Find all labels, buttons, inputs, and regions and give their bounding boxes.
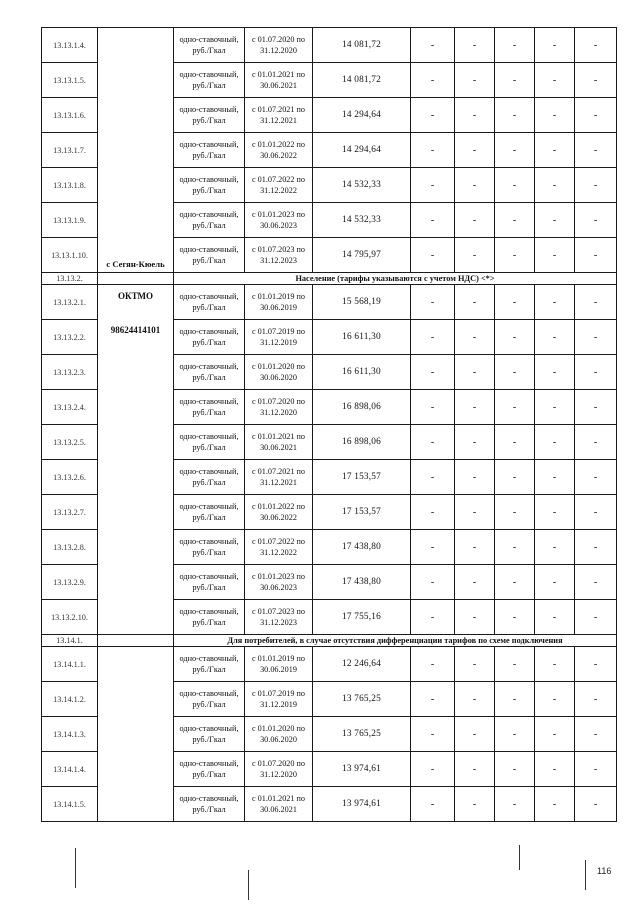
blank-cell: [98, 635, 174, 647]
tariff-value: 16 611,30: [313, 355, 411, 390]
tariff-value: 14 795,97: [313, 238, 411, 273]
empty-value-cell: -: [575, 682, 617, 717]
empty-value-cell: -: [575, 63, 617, 98]
empty-value-cell: -: [495, 787, 535, 822]
empty-value-cell: -: [495, 168, 535, 203]
tariff-value: 13 974,61: [313, 787, 411, 822]
tariff-period: с 01.01.2020 по 30.06.2020: [245, 355, 313, 390]
tariff-type: одно-ставочный, руб./Гкал: [174, 460, 245, 495]
empty-value-cell: -: [535, 203, 575, 238]
empty-value-cell: -: [535, 238, 575, 273]
empty-value-cell: -: [495, 460, 535, 495]
tariff-type: одно-ставочный, руб./Гкал: [174, 203, 245, 238]
tariff-value: 14 532,33: [313, 168, 411, 203]
tariff-period: с 01.01.2023 по 30.06.2023: [245, 565, 313, 600]
tariff-period: с 01.01.2023 по 30.06.2023: [245, 203, 313, 238]
empty-value-cell: -: [495, 63, 535, 98]
tariff-period: с 01.07.2021 по 31.12.2021: [245, 460, 313, 495]
row-number: 13.13.2.1.: [42, 285, 98, 320]
empty-value-cell: -: [535, 320, 575, 355]
empty-value-cell: -: [575, 203, 617, 238]
empty-value-cell: -: [411, 320, 455, 355]
row-number: 13.14.1.4.: [42, 752, 98, 787]
tariff-type: одно-ставочный, руб./Гкал: [174, 238, 245, 273]
tariff-type: одно-ставочный, руб./Гкал: [174, 28, 245, 63]
empty-value-cell: -: [411, 98, 455, 133]
blank-group-cell: [98, 647, 174, 822]
tariff-period: с 01.07.2020 по 31.12.2020: [245, 28, 313, 63]
empty-value-cell: -: [411, 787, 455, 822]
empty-value-cell: -: [495, 425, 535, 460]
empty-value-cell: -: [535, 285, 575, 320]
row-number: 13.14.1.3.: [42, 717, 98, 752]
empty-value-cell: -: [411, 238, 455, 273]
empty-value-cell: -: [411, 717, 455, 752]
empty-value-cell: -: [455, 600, 495, 635]
empty-value-cell: -: [495, 28, 535, 63]
empty-value-cell: -: [495, 238, 535, 273]
section-number: 13.14.1.: [42, 635, 98, 647]
row-number: 13.13.2.4.: [42, 390, 98, 425]
empty-value-cell: -: [575, 752, 617, 787]
empty-value-cell: -: [575, 460, 617, 495]
row-number: 13.13.2.8.: [42, 530, 98, 565]
empty-value-cell: -: [495, 285, 535, 320]
empty-value-cell: -: [495, 600, 535, 635]
empty-value-cell: -: [535, 717, 575, 752]
empty-value-cell: -: [535, 682, 575, 717]
empty-value-cell: -: [411, 285, 455, 320]
empty-value-cell: -: [535, 787, 575, 822]
table-row: [42, 285, 617, 320]
tariff-period: с 01.07.2022 по 31.12.2022: [245, 168, 313, 203]
empty-value-cell: -: [535, 600, 575, 635]
empty-value-cell: -: [575, 600, 617, 635]
table-row: [42, 647, 617, 682]
tariff-type: одно-ставочный, руб./Гкал: [174, 168, 245, 203]
tariff-type: одно-ставочный, руб./Гкал: [174, 752, 245, 787]
row-number: 13.13.2.7.: [42, 495, 98, 530]
empty-value-cell: -: [411, 600, 455, 635]
tariff-table: [41, 27, 617, 822]
tariff-type: одно-ставочный, руб./Гкал: [174, 565, 245, 600]
oktmo-code: 98624414101: [110, 325, 161, 335]
tariff-value: 14 294,64: [313, 133, 411, 168]
tariff-value: 17 153,57: [313, 495, 411, 530]
empty-value-cell: -: [411, 390, 455, 425]
tariff-type: одно-ставочный, руб./Гкал: [174, 717, 245, 752]
tariff-period: с 01.01.2021 по 30.06.2021: [245, 787, 313, 822]
empty-value-cell: -: [535, 390, 575, 425]
row-number: 13.13.1.7.: [42, 133, 98, 168]
tariff-value: 13 765,25: [313, 717, 411, 752]
empty-value-cell: -: [411, 530, 455, 565]
empty-value-cell: -: [575, 238, 617, 273]
empty-value-cell: -: [455, 787, 495, 822]
section-header-row: [42, 635, 617, 647]
empty-value-cell: -: [575, 98, 617, 133]
empty-value-cell: -: [495, 98, 535, 133]
empty-value-cell: -: [535, 530, 575, 565]
tariff-period: с 01.07.2021 по 31.12.2021: [245, 98, 313, 133]
empty-value-cell: -: [411, 355, 455, 390]
tariff-value: 16 898,06: [313, 425, 411, 460]
tariff-type: одно-ставочный, руб./Гкал: [174, 425, 245, 460]
empty-value-cell: -: [455, 168, 495, 203]
tariff-value: 16 898,06: [313, 390, 411, 425]
empty-value-cell: -: [455, 238, 495, 273]
empty-value-cell: -: [575, 390, 617, 425]
empty-value-cell: -: [455, 682, 495, 717]
table-row: [42, 28, 617, 63]
empty-value-cell: -: [535, 168, 575, 203]
empty-value-cell: -: [575, 565, 617, 600]
settlement-cell: [98, 28, 174, 273]
tariff-type: одно-ставочный, руб./Гкал: [174, 787, 245, 822]
tariff-type: одно-ставочный, руб./Гкал: [174, 495, 245, 530]
empty-value-cell: -: [411, 495, 455, 530]
empty-value-cell: -: [535, 460, 575, 495]
row-number: 13.13.1.8.: [42, 168, 98, 203]
tariff-period: с 01.07.2020 по 31.12.2020: [245, 752, 313, 787]
row-number: 13.14.1.5.: [42, 787, 98, 822]
tariff-value: 17 755,16: [313, 600, 411, 635]
settlement-name: с Сегян-Кюель: [106, 259, 165, 269]
empty-value-cell: -: [575, 495, 617, 530]
empty-value-cell: -: [455, 565, 495, 600]
empty-value-cell: -: [495, 203, 535, 238]
empty-value-cell: -: [535, 495, 575, 530]
scan-mark: [519, 845, 520, 870]
row-number: 13.13.1.9.: [42, 203, 98, 238]
tariff-value: 14 294,64: [313, 98, 411, 133]
empty-value-cell: -: [455, 752, 495, 787]
blank-cell: [98, 273, 174, 285]
empty-value-cell: -: [411, 752, 455, 787]
tariff-type: одно-ставочный, руб./Гкал: [174, 63, 245, 98]
empty-value-cell: -: [575, 133, 617, 168]
tariff-period: с 01.07.2022 по 31.12.2022: [245, 530, 313, 565]
row-number: 13.13.2.6.: [42, 460, 98, 495]
empty-value-cell: -: [455, 495, 495, 530]
empty-value-cell: -: [455, 98, 495, 133]
tariff-type: одно-ставочный, руб./Гкал: [174, 355, 245, 390]
empty-value-cell: -: [495, 133, 535, 168]
empty-value-cell: -: [455, 355, 495, 390]
empty-value-cell: -: [495, 495, 535, 530]
tariff-type: одно-ставочный, руб./Гкал: [174, 682, 245, 717]
empty-value-cell: -: [411, 63, 455, 98]
tariff-period: с 01.01.2019 по 30.06.2019: [245, 647, 313, 682]
section-title: Население (тарифы указываются с учетом НДС) <*>: [174, 273, 617, 285]
tariff-value: 17 153,57: [313, 460, 411, 495]
tariff-value: 16 611,30: [313, 320, 411, 355]
tariff-value: 17 438,80: [313, 530, 411, 565]
empty-value-cell: -: [495, 355, 535, 390]
empty-value-cell: -: [411, 133, 455, 168]
tariff-period: с 01.01.2021 по 30.06.2021: [245, 425, 313, 460]
row-number: 13.13.2.9.: [42, 565, 98, 600]
empty-value-cell: -: [495, 565, 535, 600]
empty-value-cell: -: [455, 320, 495, 355]
empty-value-cell: -: [575, 355, 617, 390]
row-number: 13.13.1.6.: [42, 98, 98, 133]
tariff-period: с 01.01.2019 по 30.06.2019: [245, 285, 313, 320]
section-title: Для потребителей, в случае отсутствия дифференциации тарифов по схеме подключения: [174, 635, 617, 647]
tariff-type: одно-ставочный, руб./Гкал: [174, 285, 245, 320]
tariff-period: с 01.01.2021 по 30.06.2021: [245, 63, 313, 98]
empty-value-cell: -: [495, 682, 535, 717]
oktmo-cell: [98, 285, 174, 635]
empty-value-cell: -: [495, 390, 535, 425]
empty-value-cell: -: [575, 787, 617, 822]
row-number: 13.13.1.5.: [42, 63, 98, 98]
empty-value-cell: -: [411, 203, 455, 238]
row-number: 13.14.1.2.: [42, 682, 98, 717]
empty-value-cell: -: [495, 647, 535, 682]
empty-value-cell: -: [411, 647, 455, 682]
empty-value-cell: -: [535, 647, 575, 682]
tariff-type: одно-ставочный, руб./Гкал: [174, 530, 245, 565]
tariff-period: с 01.07.2019 по 31.12.2019: [245, 682, 313, 717]
empty-value-cell: -: [455, 460, 495, 495]
section-number: 13.13.2.: [42, 273, 98, 285]
empty-value-cell: -: [535, 752, 575, 787]
tariff-type: одно-ставочный, руб./Гкал: [174, 647, 245, 682]
tariff-period: с 01.07.2023 по 31.12.2023: [245, 600, 313, 635]
empty-value-cell: -: [411, 565, 455, 600]
empty-value-cell: -: [455, 63, 495, 98]
tariff-value: 14 081,72: [313, 28, 411, 63]
tariff-period: с 01.07.2023 по 31.12.2023: [245, 238, 313, 273]
tariff-value: 14 081,72: [313, 63, 411, 98]
empty-value-cell: -: [575, 285, 617, 320]
empty-value-cell: -: [575, 168, 617, 203]
empty-value-cell: -: [411, 425, 455, 460]
row-number: 13.13.2.10.: [42, 600, 98, 635]
empty-value-cell: -: [575, 320, 617, 355]
empty-value-cell: -: [455, 647, 495, 682]
empty-value-cell: -: [455, 717, 495, 752]
empty-value-cell: -: [455, 425, 495, 460]
empty-value-cell: -: [411, 460, 455, 495]
empty-value-cell: -: [455, 390, 495, 425]
row-number: 13.13.1.10.: [42, 238, 98, 273]
empty-value-cell: -: [575, 28, 617, 63]
tariff-type: одно-ставочный, руб./Гкал: [174, 320, 245, 355]
empty-value-cell: -: [535, 63, 575, 98]
tariff-period: с 01.01.2022 по 30.06.2022: [245, 133, 313, 168]
empty-value-cell: -: [455, 133, 495, 168]
row-number: 13.13.1.4.: [42, 28, 98, 63]
section-header-row: [42, 273, 617, 285]
tariff-value: 17 438,80: [313, 565, 411, 600]
empty-value-cell: -: [411, 28, 455, 63]
row-number: 13.13.2.3.: [42, 355, 98, 390]
row-number: 13.13.2.2.: [42, 320, 98, 355]
tariff-value: 13 974,61: [313, 752, 411, 787]
empty-value-cell: -: [535, 98, 575, 133]
empty-value-cell: -: [411, 168, 455, 203]
tariff-type: одно-ставочный, руб./Гкал: [174, 133, 245, 168]
empty-value-cell: -: [495, 320, 535, 355]
tariff-type: одно-ставочный, руб./Гкал: [174, 600, 245, 635]
tariff-value: 14 532,33: [313, 203, 411, 238]
tariff-value: 15 568,19: [313, 285, 411, 320]
tariff-period: с 01.01.2022 по 30.06.2022: [245, 495, 313, 530]
tariff-period: с 01.07.2020 по 31.12.2020: [245, 390, 313, 425]
empty-value-cell: -: [535, 28, 575, 63]
empty-value-cell: -: [455, 28, 495, 63]
empty-value-cell: -: [535, 425, 575, 460]
empty-value-cell: -: [575, 425, 617, 460]
page-number: 116: [597, 866, 612, 876]
empty-value-cell: -: [535, 355, 575, 390]
empty-value-cell: -: [411, 682, 455, 717]
empty-value-cell: -: [455, 530, 495, 565]
empty-value-cell: -: [575, 647, 617, 682]
tariff-type: одно-ставочный, руб./Гкал: [174, 390, 245, 425]
empty-value-cell: -: [535, 133, 575, 168]
empty-value-cell: -: [575, 530, 617, 565]
tariff-value: 13 765,25: [313, 682, 411, 717]
tariff-type: одно-ставочный, руб./Гкал: [174, 98, 245, 133]
empty-value-cell: -: [495, 717, 535, 752]
empty-value-cell: -: [535, 565, 575, 600]
tariff-value: 12 246,64: [313, 647, 411, 682]
tariff-period: с 01.01.2020 по 30.06.2020: [245, 717, 313, 752]
empty-value-cell: -: [495, 530, 535, 565]
row-number: 13.14.1.1.: [42, 647, 98, 682]
row-number: 13.13.2.5.: [42, 425, 98, 460]
empty-value-cell: -: [495, 752, 535, 787]
empty-value-cell: -: [455, 203, 495, 238]
oktmo-label: ОКТМО: [118, 291, 153, 301]
scan-mark: [75, 848, 76, 888]
scan-mark: [585, 860, 586, 890]
tariff-period: с 01.07.2019 по 31.12.2019: [245, 320, 313, 355]
empty-value-cell: -: [455, 285, 495, 320]
scan-mark: [248, 870, 249, 900]
empty-value-cell: -: [575, 717, 617, 752]
